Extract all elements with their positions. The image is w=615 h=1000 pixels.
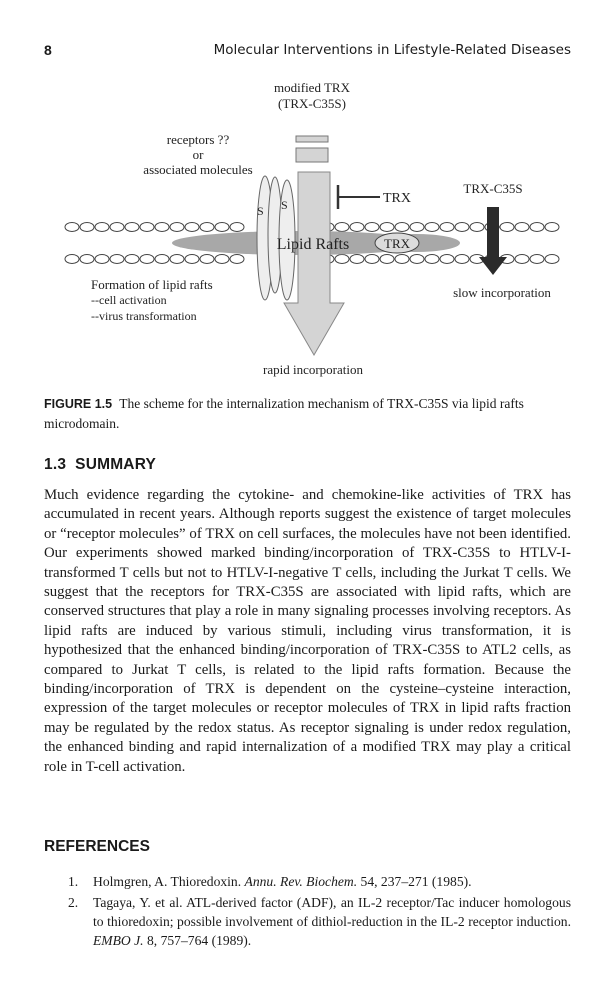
modified-trx-label: (TRX-C35S) [278, 96, 346, 111]
modified-trx-bar [296, 148, 328, 162]
lipid-head [365, 255, 379, 264]
receptors-label: or [192, 147, 204, 162]
reference-journal: Annu. Rev. Biochem. [244, 874, 358, 889]
reference-details: 8, 757–764 (1989). [143, 933, 252, 948]
lipid-head [140, 255, 154, 264]
lipid-head [140, 223, 154, 232]
lipid-head [185, 223, 199, 232]
lipid-head [365, 223, 379, 232]
section-number: 1.3 [44, 456, 67, 473]
lipid-head [125, 223, 139, 232]
lipid-head [395, 223, 409, 232]
lipid-head [125, 255, 139, 264]
lipid-head [230, 255, 244, 264]
lipid-head [155, 223, 169, 232]
lipid-head [455, 223, 469, 232]
receptors-label: receptors ?? [166, 132, 230, 147]
lipid-rafts-figure [0, 75, 615, 385]
lipid-head [65, 255, 79, 264]
lipid-head [80, 255, 94, 264]
lipid-head [380, 223, 394, 232]
lipid-head [155, 255, 169, 264]
lipid-rafts-label: Lipid Rafts [276, 236, 350, 253]
lipid-head [545, 223, 559, 232]
references-heading: REFERENCES [44, 838, 150, 855]
lipid-head [515, 255, 529, 264]
lipid-head [170, 223, 184, 232]
formation-label: Formation of lipid rafts [91, 277, 213, 292]
lipid-head [230, 223, 244, 232]
reference-number: 1. [68, 874, 79, 889]
lipid-head [530, 255, 544, 264]
reference-text: Tagaya, Y. et al. ATL-derived factor (ADF), an IL-2 receptor/Tac inducer homologous to thioredoxin; possible involvement of dithiol-reduction in the IL-2 receptor induction. [93, 895, 571, 929]
slow-incorporation-label: slow incorporation [453, 285, 551, 300]
modified-trx-label: modified TRX [274, 80, 350, 95]
figure-label: FIGURE 1.5 [44, 397, 113, 411]
section-heading [44, 456, 156, 474]
reference-number: 2. [68, 895, 79, 910]
formation-label: --virus transformation [91, 309, 197, 323]
receptors-label: associated molecules [143, 162, 253, 177]
lipid-head [395, 255, 409, 264]
lipid-head [335, 223, 349, 232]
lipid-head [200, 255, 214, 264]
lipid-head [530, 223, 544, 232]
section-title: SUMMARY [75, 456, 157, 473]
reference-text: Holmgren, A. Thioredoxin. [93, 874, 245, 889]
rapid-incorporation-label: rapid incorporation [263, 362, 363, 377]
lipid-head [215, 223, 229, 232]
reference-journal: EMBO J. [93, 933, 144, 948]
s-label: S [281, 198, 288, 212]
lipid-head [410, 223, 424, 232]
running-head: Molecular Interventions in Lifestyle-Related Diseases [213, 42, 571, 58]
references-list [68, 872, 571, 952]
lipid-head [215, 255, 229, 264]
lipid-head [185, 255, 199, 264]
lipid-head [470, 223, 484, 232]
trx-inhibitor-label: TRX [383, 191, 411, 206]
lipid-head [410, 255, 424, 264]
lipid-head [380, 255, 394, 264]
lipid-head [425, 255, 439, 264]
slow-incorporation-arrow [479, 207, 507, 275]
reference-item [68, 893, 571, 950]
s-label: S [257, 204, 264, 218]
lipid-head [440, 255, 454, 264]
lipid-head [440, 223, 454, 232]
lipid-head [95, 255, 109, 264]
lipid-head [200, 223, 214, 232]
trx-oval-label: TRX [384, 236, 410, 251]
lipid-head [65, 223, 79, 232]
trx-c35s-label: TRX-C35S [463, 181, 523, 196]
lipid-head [545, 255, 559, 264]
modified-trx-bar [296, 136, 328, 142]
lipid-head [350, 223, 364, 232]
reference-item [68, 872, 571, 891]
lipid-head [170, 255, 184, 264]
lipid-head [500, 223, 514, 232]
summary-paragraph: Much evidence regarding the cytokine- and chemokine-like activities of TRX has accumulated in recent years. Although reports suggest the existence of target molecules or “receptor molecules” of TRX on cell surfaces, the molecules have not been identified. Our experiments showed marked binding/incorporation of TRX-C35S to HTLV-I-transformed T cells but not to HTLV-I-negative T cells, including the Jurkat T cells. We suggest that the receptors for TRX-C35S are associated with lipid rafts, which are conserved structures that play a role in many signaling processes involving receptors. As lipid rafts are induced by various stimuli, including virus transformation, it is hypothesized that the enhanced binding/incorporation of TRX-C35S to ATL2 cells, as compared to Jurkat T cells, is related to the lipid rafts formation. Because the binding/incorporation of TRX is dependent on the cysteine–cysteine interaction, expression of the target molecules or receptor molecules of TRX in lipid rafts fraction may be regulated by the redox status. As receptor signaling is under redox regulation, the enhanced binding and rapid internalization of a modified TRX may play a critical role in T-cell activation. [44, 487, 571, 775]
lipid-head [455, 255, 469, 264]
page-number: 8 [44, 42, 52, 58]
lipid-head [350, 255, 364, 264]
figure-caption-text: The scheme for the internalization mechanism of TRX-C35S via lipid rafts microdomain. [44, 396, 524, 431]
formation-label: --cell activation [91, 293, 167, 307]
reference-details: 54, 237–271 (1985). [357, 874, 472, 889]
lipid-head [515, 223, 529, 232]
lipid-head [335, 255, 349, 264]
lipid-head [110, 255, 124, 264]
lipid-head [110, 223, 124, 232]
lipid-head [95, 223, 109, 232]
lipid-head [425, 223, 439, 232]
figure-caption [44, 394, 572, 433]
lipid-head [80, 223, 94, 232]
